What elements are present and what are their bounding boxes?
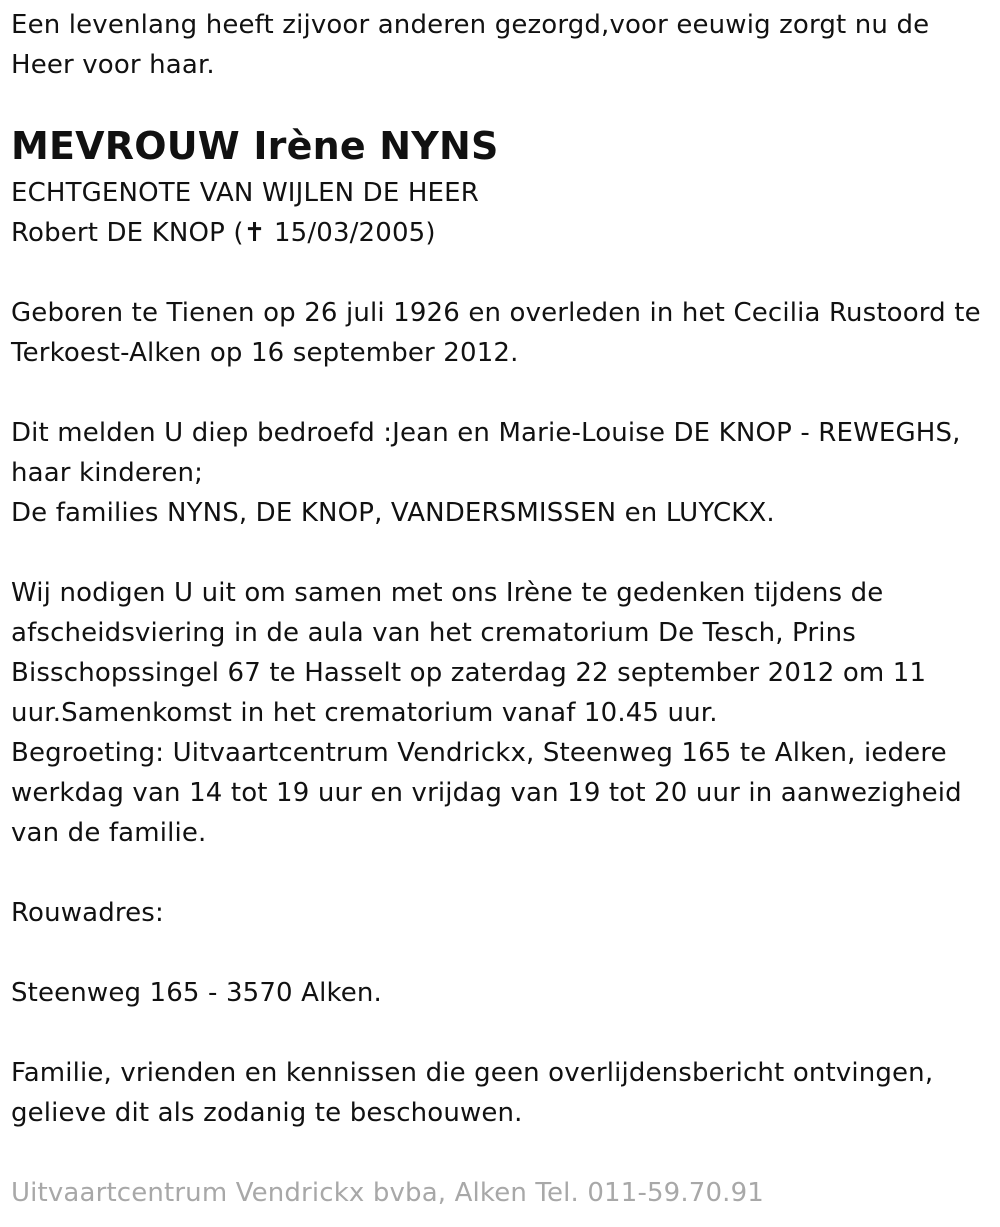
funeral-home-footer: Uitvaartcentrum Vendrickx bvba, Alken Tel. 011-59.70.91 — [11, 1178, 764, 1208]
spouse-line: Robert DE KNOP (✝ 15/03/2005) — [11, 218, 436, 248]
invitation-line: uur.Samenkomst in het crematorium vanaf 10.45 uur. — [11, 698, 718, 728]
birth-death-line: Terkoest-Alken op 16 september 2012. — [11, 338, 519, 368]
invitation-line: Bisschopssingel 67 te Hasselt op zaterdag 22 september 2012 om 11 — [11, 658, 927, 688]
announcement-line: haar kinderen; — [11, 458, 204, 488]
motto-line: Heer voor haar. — [11, 50, 215, 80]
address-value: Steenweg 165 - 3570 Alken. — [11, 978, 382, 1008]
notice-line: Familie, vrienden en kennissen die geen overlijdensbericht ontvingen, — [11, 1058, 934, 1088]
announcement-line: Dit melden U diep bedroefd :Jean en Marie-Louise DE KNOP - REWEGHS, — [11, 418, 961, 448]
notice-line: gelieve dit als zodanig te beschouwen. — [11, 1098, 523, 1128]
announcement-line: De families NYNS, DE KNOP, VANDERSMISSEN en LUYCKX. — [11, 498, 775, 528]
deceased-name: MEVROUW Irène NYNS — [11, 124, 499, 168]
invitation-line: Wij nodigen U uit om samen met ons Irène te gedenken tijdens de — [11, 578, 884, 608]
birth-death-line: Geboren te Tienen op 26 juli 1926 en overleden in het Cecilia Rustoord te — [11, 298, 981, 328]
invitation-line: afscheidsviering in de aula van het crematorium De Tesch, Prins — [11, 618, 856, 648]
invitation-line: van de familie. — [11, 818, 207, 848]
address-label: Rouwadres: — [11, 898, 164, 928]
spouse-line: ECHTGENOTE VAN WIJLEN DE HEER — [11, 178, 479, 208]
motto-line: Een levenlang heeft zijvoor anderen gezorgd,voor eeuwig zorgt nu de — [11, 10, 930, 40]
invitation-line: werkdag van 14 tot 19 uur en vrijdag van 19 tot 20 uur in aanwezigheid — [11, 778, 962, 808]
invitation-line: Begroeting: Uitvaartcentrum Vendrickx, Steenweg 165 te Alken, iedere — [11, 738, 947, 768]
